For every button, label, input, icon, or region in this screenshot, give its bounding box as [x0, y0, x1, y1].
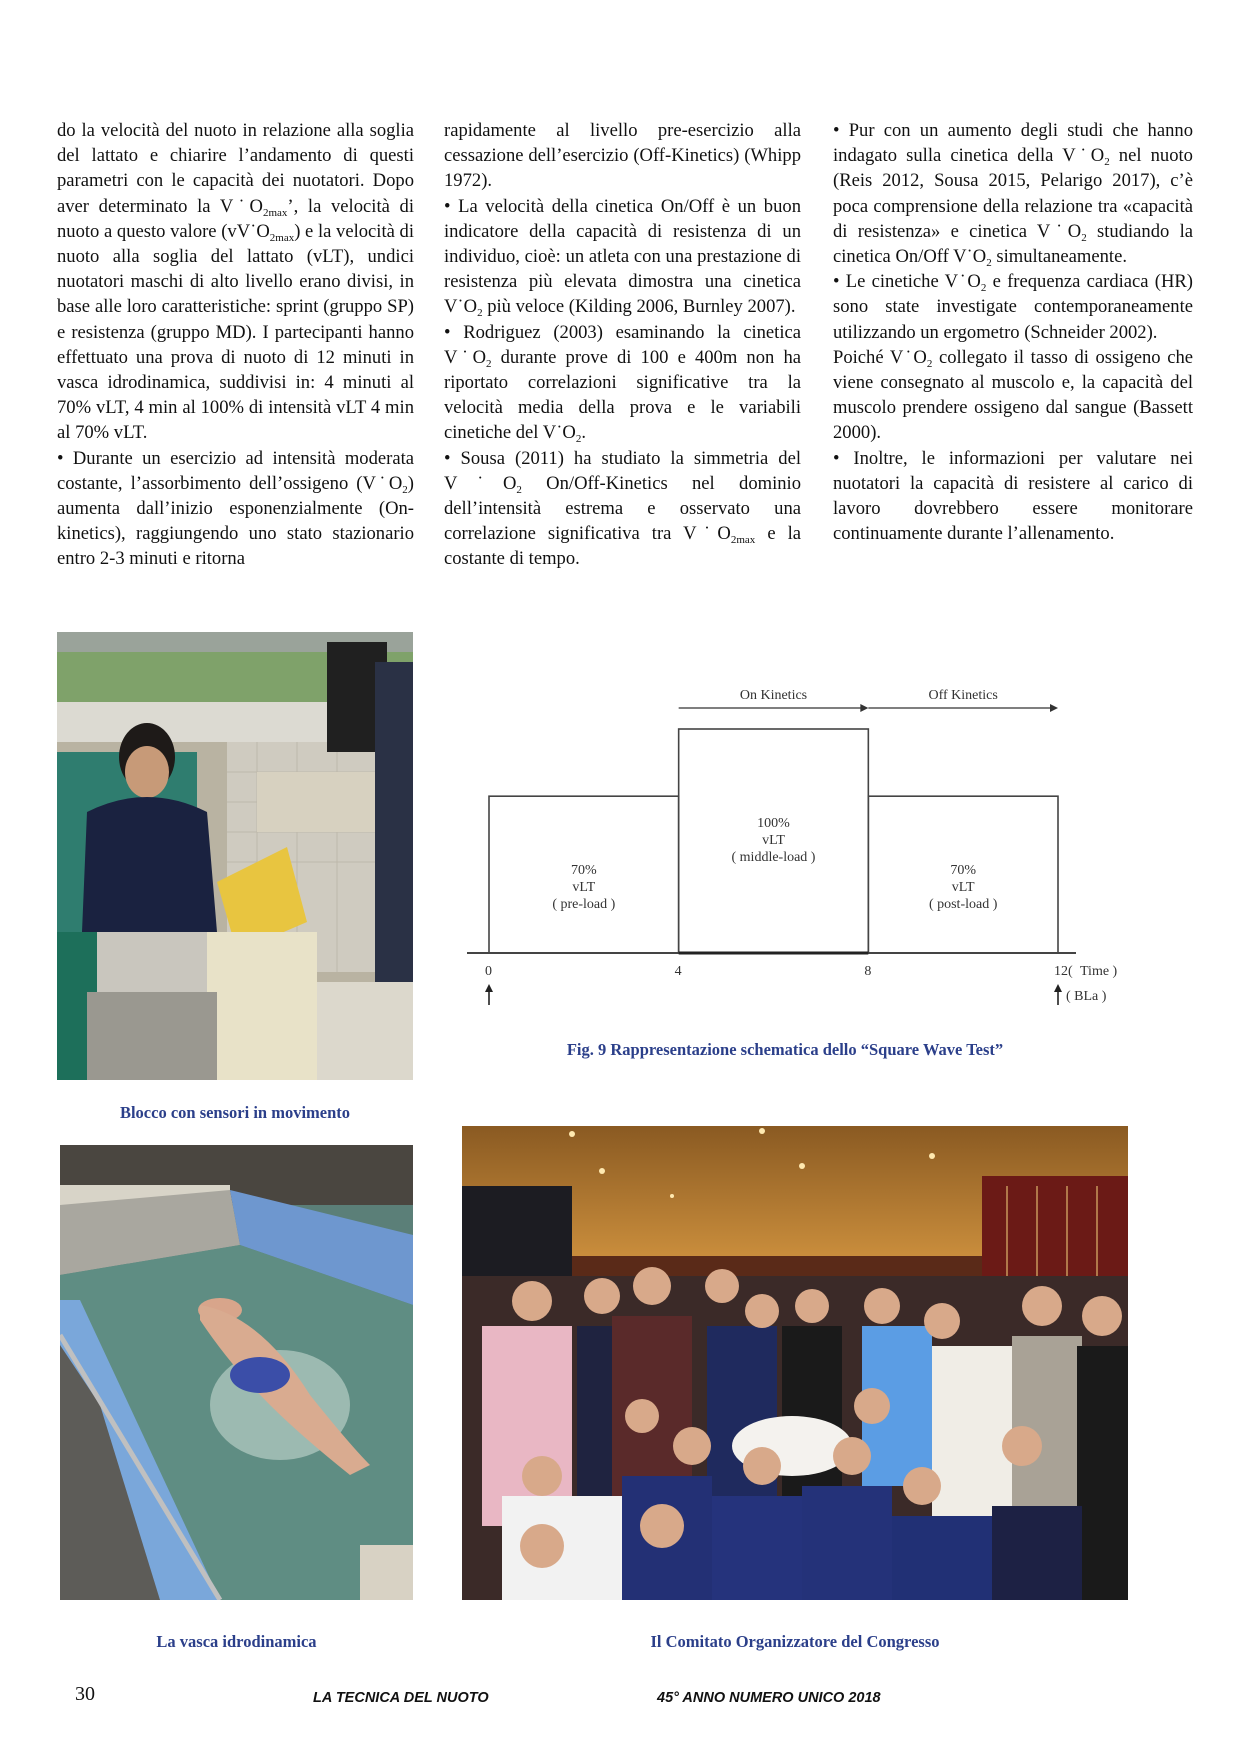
segment-label: 70%	[570, 863, 597, 879]
hydrodynamic-pool-image	[60, 1145, 413, 1600]
segment-label: ( pre-load )	[552, 897, 616, 913]
organizing-committee-image	[462, 1126, 1128, 1600]
paragraph: • Inoltre, le informazioni per valutare nei nuotatori la capacità di resistere al carico di lavoro dovrebbero essere monitorare continuamente durante l’allenamento.	[833, 447, 1193, 545]
page-number: 30	[75, 1683, 95, 1705]
up-arrow-icon	[1054, 984, 1062, 992]
paragraph: • La velocità della cinetica On/Off è un buon indicatore della capacità di resistenza di un individuo, cioè: un atleta con una prestazione di resistenza più elevata dimostra una cinetica $V˙O_2$ più veloce (Kilding 2006, Burnley 2007).	[444, 195, 801, 320]
x-tick-label: 12(	[1054, 964, 1073, 979]
segment-label: ( middle-load )	[731, 850, 816, 865]
caption-sensor-block: Blocco con sensori in movimento	[119, 1103, 351, 1122]
segment-label: vLT	[572, 880, 596, 896]
sensor-block-image	[57, 632, 413, 1080]
phase-label: On Kinetics	[739, 688, 808, 703]
paragraph: do la velocità del nuoto in relazione alla soglia del lattato e chiarire l’andamento di questi parametri con le capacità dei nuotatori. Dopo aver determinato la $V˙O_{2max}$’, la velocità di nuoto a questo valore $(vV˙O_{2max})$ e la velocità di nuoto alla soglia del lattato (vLT), undici nuotatori maschi di alto livello erano divisi, in base alle loro caratteristiche: sprint (gruppo SP) e resistenza (gruppo MD). I partecipanti hanno effettuato una prova di nuoto di 12 minuti in vasca idrodinamica, suddivisi in: 4 minuti al 70% vLT, 4 min al 100% di intensità vLT 4 min al 70% vLT.	[57, 120, 414, 444]
text-column-1	[57, 118, 414, 572]
photo-organizing-committee	[462, 1126, 1128, 1600]
footer-publication-title: LA TECNICA DEL NUOTO	[313, 1690, 489, 1706]
arrow-head-icon	[860, 704, 868, 712]
segment-label: 70%	[950, 863, 977, 879]
footer-issue-info: 45° ANNO NUMERO UNICO 2018	[657, 1690, 881, 1706]
marker-label: ( BLa )	[1066, 989, 1107, 1004]
up-arrow-icon	[485, 984, 493, 992]
caption-fig9: Fig. 9 Rappresentazione schematica dello “Square Wave Test”	[566, 1040, 1004, 1059]
photo-hydrodynamic-pool	[60, 1145, 413, 1600]
paragraph: rapidamente al livello pre-esercizio alla cessazione dell’esercizio (Off-Kinetics) (Whipp 1972).	[444, 120, 801, 192]
segment-label: vLT	[951, 880, 975, 896]
x-tick-label: 4	[674, 964, 682, 979]
arrow-head-icon	[1050, 704, 1058, 712]
segment-label: vLT	[762, 833, 785, 848]
photo-sensor-block	[57, 632, 413, 1080]
x-tick-label: 0	[485, 964, 492, 979]
square-wave-test-diagram	[440, 650, 1200, 1090]
paragraph: • Rodriguez (2003) esaminando la cinetica $V˙O_2$ durante prove di 100 e 400m non ha riportato correlazioni significative tra la velocità media della prova e le variabili cinetiche del $V˙O_2$.	[444, 321, 801, 446]
caption-organizing-committee: Il Comitato Organizzatore del Congresso	[650, 1632, 940, 1651]
paragraph: • Le cinetiche $V˙O_2$ e frequenza cardiaca (HR) sono state investigate contemporaneamente utilizzando un ergometro (Schneider 2002).	[833, 271, 1193, 343]
segment-label: ( post-load )	[928, 897, 998, 913]
x-axis-label: Time )	[1080, 964, 1118, 979]
text-column-3	[833, 118, 1193, 546]
caption-hydrodynamic-pool: La vasca idrodinamica	[156, 1632, 317, 1651]
paragraph: • Pur con un aumento degli studi che hanno indagato sulla cinetica della $V˙O_2$ nel nuoto (Reis 2012, Sousa 2015, Pelarigo 2017), c’è poca comprensione della relazione tra «capacità di resistenza» e cinetica $V˙O_2$ studiando la cinetica On/Off $V˙O_2$ simultaneamente.	[833, 120, 1193, 270]
x-tick-label: 8	[864, 964, 872, 979]
paragraph: Poiché $V˙O_2$ collegato il tasso di ossigeno che viene consegnato al muscolo e, la capacità del muscolo prendere ossigeno dal sangue (Bassett 2000).	[833, 346, 1193, 444]
paragraph: • Durante un esercizio ad intensità moderata costante, l’assorbimento dell’ossigeno $(V˙O_2)$ aumenta dall’inizio esponenzialmente (On-kinetics), raggiungendo uno stato stazionario entro 2-3 minuti e ritorna	[57, 447, 414, 570]
segment-label: 100%	[757, 816, 790, 831]
paragraph: • Sousa (2011) ha studiato la simmetria del $V˙O_2$ On/Off-Kinetics nel dominio dell’intensità estrema e osservato una correlazione significativa tra $V˙O_{2max}$ e la costante di tempo.	[444, 447, 801, 570]
text-column-2	[444, 118, 801, 572]
phase-label: Off Kinetics	[928, 688, 998, 703]
